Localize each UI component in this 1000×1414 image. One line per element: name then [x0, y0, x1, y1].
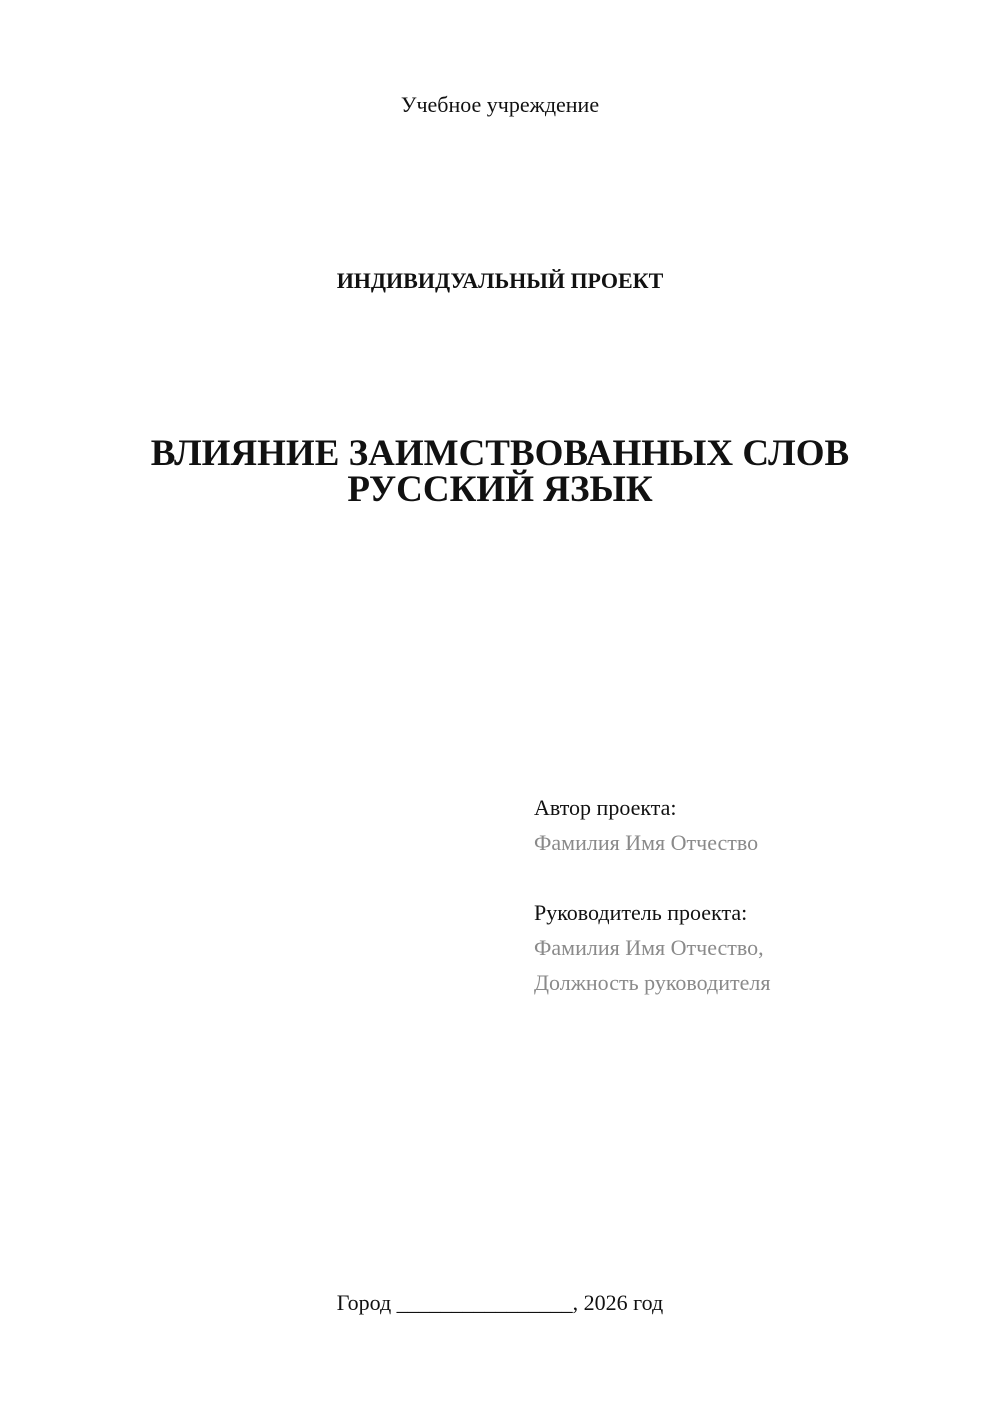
- project-type-heading: ИНДИВИДУАЛЬНЫЙ ПРОЕКТ: [336, 268, 664, 293]
- project-title: [0, 433, 1000, 510]
- author-name: Фамилия Имя Отчество: [534, 830, 759, 855]
- project-title-line-2: РУССКИЙ ЯЗЫК: [347, 469, 653, 510]
- supervisor-label: Руководитель проекта:: [534, 900, 748, 925]
- supervisor-name: Фамилия Имя Отчество,: [534, 935, 764, 960]
- city-year-footer: Город ________________, 2026 год: [336, 1290, 664, 1315]
- supervisor-position: Должность руководителя: [534, 970, 771, 995]
- institution-name: Учебное учреждение: [400, 92, 600, 117]
- author-label: Автор проекта:: [534, 795, 677, 820]
- signature-block: [534, 790, 770, 1000]
- project-title-line-1: ВЛИЯНИЕ ЗАИМСТВОВАННЫХ СЛОВ: [150, 433, 850, 474]
- signature-spacer: [534, 860, 770, 895]
